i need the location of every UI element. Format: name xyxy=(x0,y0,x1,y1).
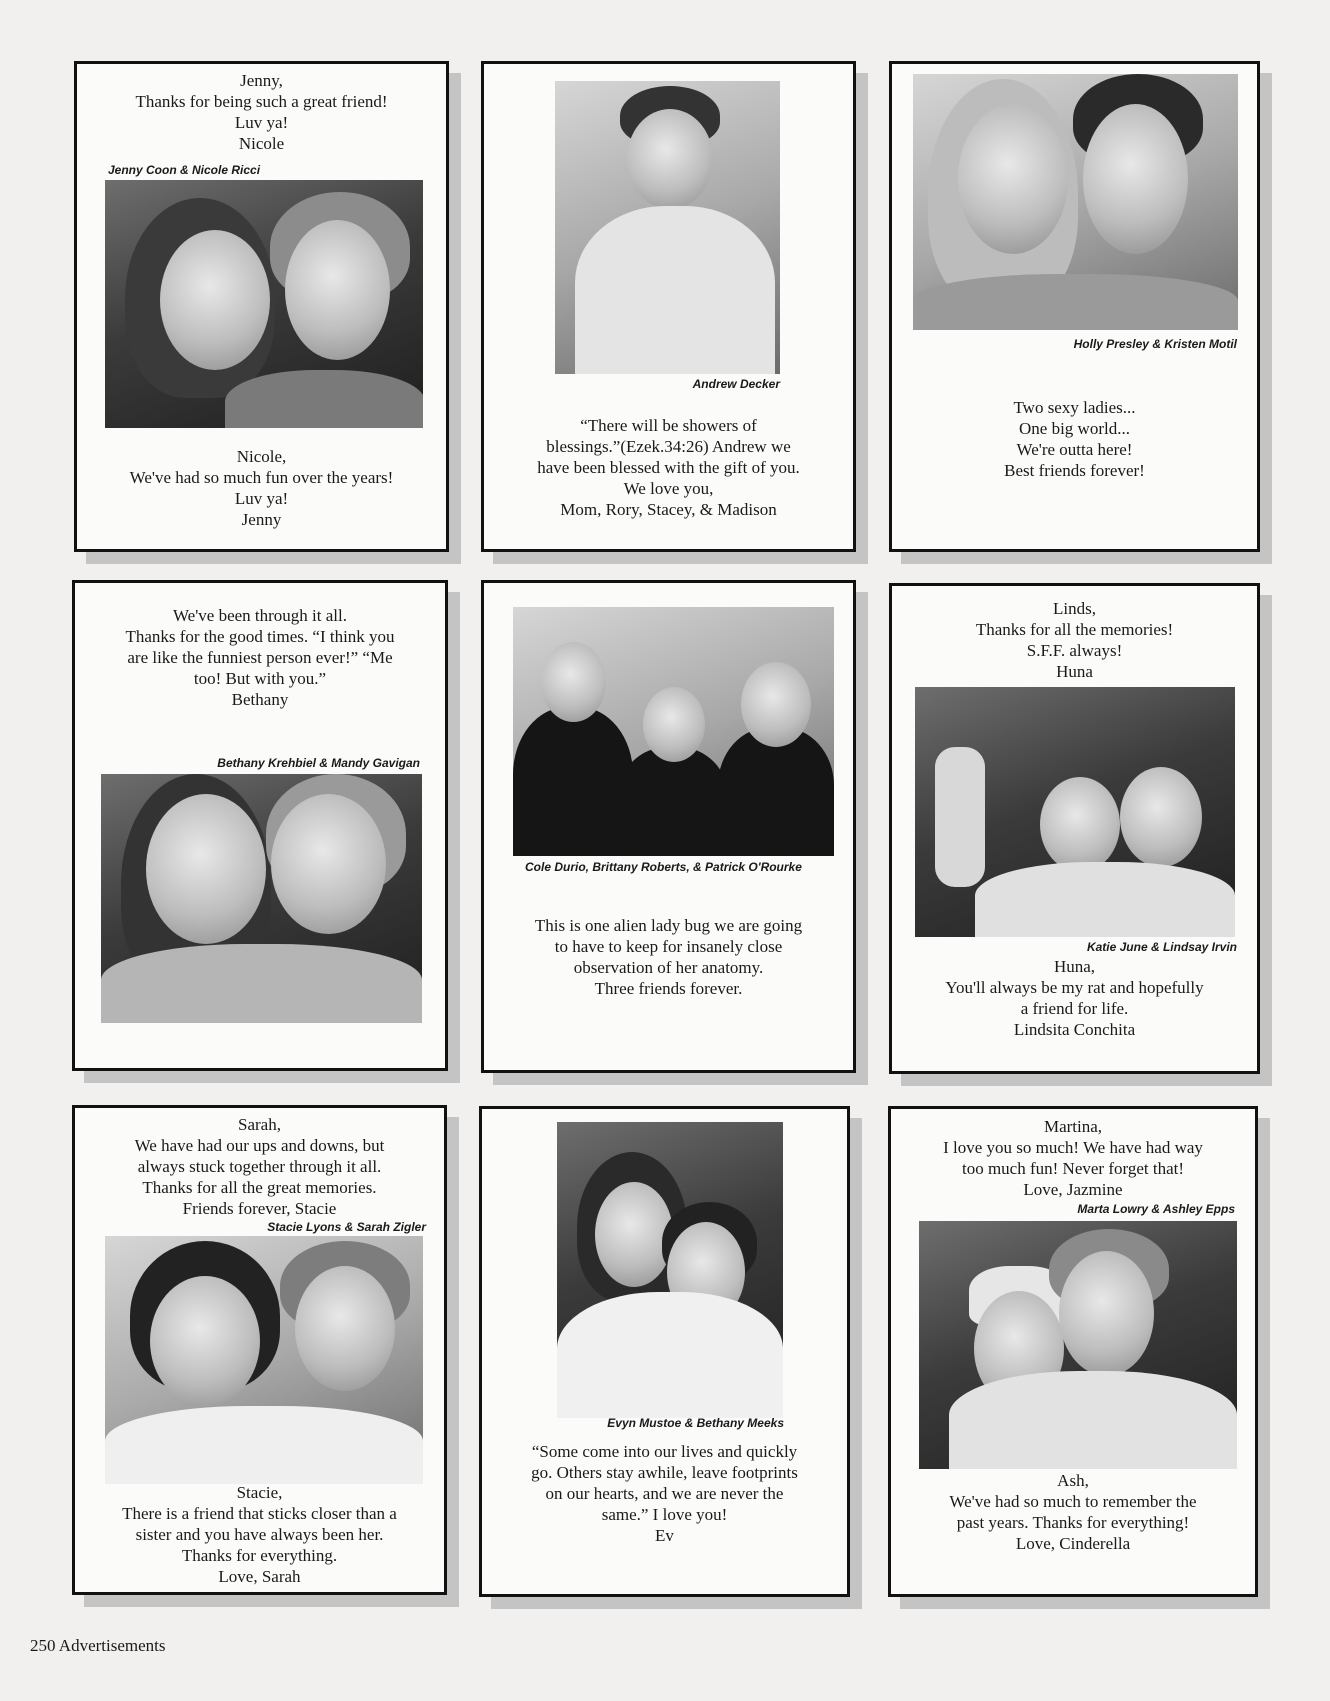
message-line: One big world... xyxy=(1019,419,1130,438)
photo-two-friends xyxy=(101,774,422,1023)
message-line: Friends forever, Stacie xyxy=(182,1199,337,1218)
message-line: same.” I love you! xyxy=(601,1505,728,1524)
photo-caption: Bethany Krehbiel & Mandy Gavigan xyxy=(217,756,420,770)
ad-bottom-message xyxy=(482,1441,847,1546)
photo-boy-in-suit xyxy=(555,81,780,374)
ad-top-message xyxy=(75,1114,444,1219)
photo-caption: Cole Durio, Brittany Roberts, & Patrick O'Rourke xyxy=(525,860,802,874)
message-line: go. Others stay awhile, leave footprints xyxy=(531,1463,798,1482)
message-line: Best friends forever! xyxy=(1004,461,1145,480)
message-line: We've had so much to remember the xyxy=(949,1492,1197,1511)
message-line: We have had our ups and downs, but xyxy=(134,1136,385,1155)
ad-bottom-message xyxy=(891,1470,1255,1554)
message-line: Thanks for all the great memories. xyxy=(142,1178,377,1197)
ad-bottom-message xyxy=(77,446,446,530)
message-line: Nicole xyxy=(238,134,285,153)
message-line: Luv ya! xyxy=(234,113,289,132)
photo-caption: Stacie Lyons & Sarah Zigler xyxy=(267,1220,426,1234)
photo-caption: Marta Lowry & Ashley Epps xyxy=(1077,1202,1235,1216)
message-line: Thanks for being such a great friend! xyxy=(135,92,388,111)
ad-bottom-message xyxy=(484,915,853,999)
message-line: Huna, xyxy=(1053,957,1096,976)
message-line: “Some come into our lives and quickly xyxy=(531,1442,798,1461)
photo-two-friends xyxy=(557,1122,783,1418)
ad-box-katie-lindsay xyxy=(889,583,1260,1074)
message-line: Ev xyxy=(655,1526,674,1545)
message-line: Martina, xyxy=(1043,1117,1103,1136)
message-line: Nicole, xyxy=(236,447,287,466)
message-line: Ash, xyxy=(1057,1471,1089,1490)
message-line: Love, Sarah xyxy=(218,1567,301,1586)
message-line: Linds, xyxy=(1053,599,1096,618)
message-line: Three friends forever. xyxy=(594,979,743,998)
ad-bottom-message xyxy=(75,1482,444,1587)
ad-top-message xyxy=(891,1116,1255,1200)
message-line: Thanks for all the memories! xyxy=(975,620,1174,639)
ad-bottom-message xyxy=(484,415,853,520)
photo-two-friends xyxy=(919,1221,1237,1469)
message-line: Bethany xyxy=(231,690,289,709)
photo-caption: Katie June & Lindsay Irvin xyxy=(1086,940,1237,954)
message-line: Luv ya! xyxy=(234,489,289,508)
photo-two-friends xyxy=(913,74,1238,330)
message-line: are like the funniest person ever!” “Me xyxy=(127,648,393,667)
ad-top-message xyxy=(77,70,446,154)
ad-bottom-message xyxy=(892,956,1257,1040)
ad-box-bethany-mandy xyxy=(72,580,448,1071)
message-line: sister and you have always been her. xyxy=(135,1525,384,1544)
message-line: Huna xyxy=(1056,662,1093,681)
message-line: Jenny xyxy=(241,510,282,529)
message-line: S.F.F. always! xyxy=(1026,641,1123,660)
photo-three-friends xyxy=(513,607,834,856)
message-line: This is one alien lady bug we are going xyxy=(534,916,803,935)
ad-box-jenny-nicole xyxy=(74,61,449,552)
ad-top-message xyxy=(892,598,1257,682)
message-line: “There will be showers of xyxy=(580,416,757,435)
message-line: We're outta here! xyxy=(1016,440,1133,459)
message-line: Love, Cinderella xyxy=(1015,1534,1131,1553)
photo-caption: Jenny Coon & Nicole Ricci xyxy=(108,163,261,177)
message-line: always stuck together through it all. xyxy=(137,1157,382,1176)
ad-top-message xyxy=(75,605,445,710)
photo-caption: Holly Presley & Kristen Motil xyxy=(1073,337,1237,351)
message-line: We've had so much fun over the years! xyxy=(129,468,394,487)
photo-two-friends xyxy=(915,687,1235,937)
ad-box-stacie-sarah xyxy=(72,1105,447,1595)
message-line: There is a friend that sticks closer than a xyxy=(122,1504,397,1523)
page-footer: 250 Advertisements xyxy=(30,1636,166,1655)
message-line: I love you so much! We have had way xyxy=(943,1138,1203,1157)
ad-box-cole-brittany-patrick xyxy=(481,580,856,1073)
message-line: observation of her anatomy. xyxy=(573,958,764,977)
message-line: Thanks for everything. xyxy=(181,1546,338,1565)
message-line: past years. Thanks for everything! xyxy=(956,1513,1190,1532)
message-line: Love, Jazmine xyxy=(1023,1180,1123,1199)
ad-box-evyn-bethany xyxy=(479,1106,850,1597)
ad-box-marta-ashley xyxy=(888,1106,1258,1597)
message-line: Lindsita Conchita xyxy=(1013,1020,1136,1039)
message-line: You'll always be my rat and hopefully xyxy=(945,978,1204,997)
photo-caption: Andrew Decker xyxy=(692,377,780,391)
message-line: Jenny, xyxy=(240,71,283,90)
message-line: We love you, xyxy=(623,479,714,498)
photo-two-friends xyxy=(105,180,423,428)
photo-caption: Evyn Mustoe & Bethany Meeks xyxy=(607,1416,784,1430)
message-line: on our hearts, and we are never the xyxy=(545,1484,784,1503)
ad-box-andrew-decker xyxy=(481,61,856,552)
message-line: We've been through it all. xyxy=(172,606,347,625)
message-line: Two sexy ladies... xyxy=(1013,398,1136,417)
message-line: too! But with you.” xyxy=(193,669,327,688)
message-line: Sarah, xyxy=(238,1115,281,1134)
message-line: blessings.”(Ezek.34:26) Andrew we xyxy=(546,437,791,456)
message-line: too much fun! Never forget that! xyxy=(961,1159,1185,1178)
message-line: have been blessed with the gift of you. xyxy=(537,458,800,477)
message-line: a friend for life. xyxy=(1020,999,1129,1018)
photo-two-friends xyxy=(105,1236,423,1484)
message-line: Stacie, xyxy=(236,1483,283,1502)
message-line: Thanks for the good times. “I think you xyxy=(125,627,395,646)
ad-box-holly-kristen xyxy=(889,61,1260,552)
message-line: Mom, Rory, Stacey, & Madison xyxy=(560,500,777,519)
message-line: to have to keep for insanely close xyxy=(554,937,783,956)
ad-bottom-message xyxy=(892,397,1257,481)
